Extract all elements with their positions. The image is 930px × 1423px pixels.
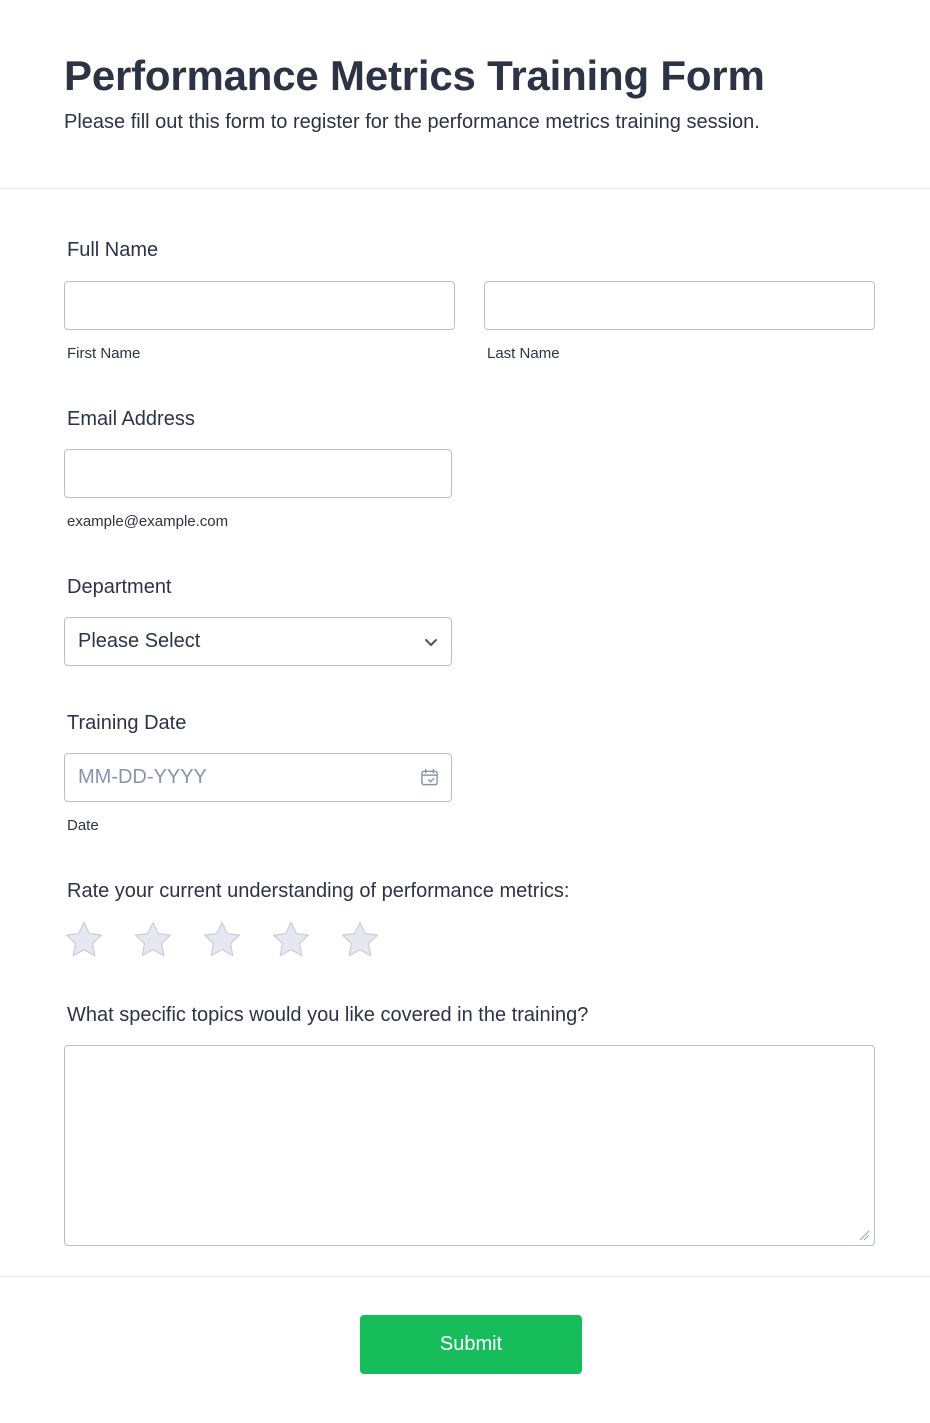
last-name-input[interactable] [484,281,875,330]
training-date-sublabel: Date [67,817,99,834]
rating-label: Rate your current understanding of performance metrics: [67,880,570,902]
page-title: Performance Metrics Training Form [64,52,765,99]
email-label: Email Address [67,408,195,430]
star-icon[interactable] [340,920,380,960]
topics-label: What specific topics would you like covered in the training? [67,1004,589,1026]
department-selected-value: Please Select [78,630,201,652]
page-subtitle: Please fill out this form to register for the performance metrics training session. [64,111,760,133]
star-icon[interactable] [202,920,242,960]
email-sublabel: example@example.com [67,513,229,530]
email-input[interactable] [64,449,452,498]
form-header [0,0,930,189]
full-name-label: Full Name [67,239,159,261]
first-name-input[interactable] [64,281,455,330]
star-rating [64,920,409,962]
resize-handle-icon[interactable] [857,1228,870,1241]
first-name-sublabel: First Name [67,345,141,362]
last-name-sublabel: Last Name [487,345,560,362]
training-date-field [64,753,452,802]
topics-textarea[interactable] [64,1045,875,1246]
star-icon[interactable] [64,920,104,960]
star-icon[interactable] [271,920,311,960]
calendar-icon[interactable] [420,768,439,787]
department-select[interactable] [64,617,452,666]
chevron-down-icon [423,634,439,650]
footer-divider [0,1276,930,1277]
training-date-label: Training Date [67,712,187,734]
training-date-input[interactable] [64,753,452,802]
department-label: Department [67,576,172,598]
star-icon[interactable] [133,920,173,960]
submit-button[interactable]: Submit [360,1315,582,1374]
